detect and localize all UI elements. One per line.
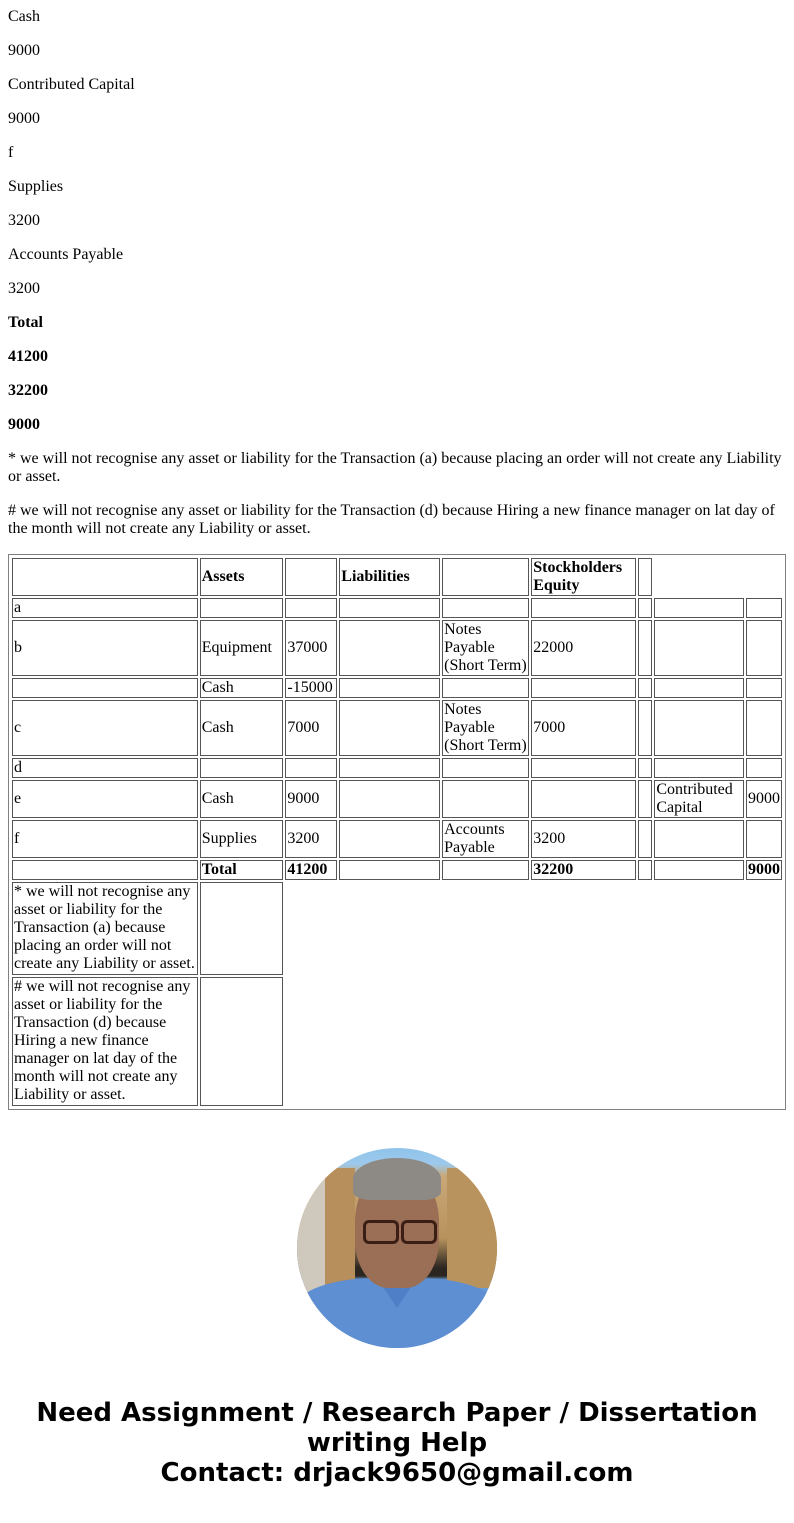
equity-amount (746, 700, 782, 756)
total-equity-account (654, 860, 744, 880)
gap-cell (638, 598, 653, 618)
liability-amount: 7000 (531, 700, 636, 756)
liability-amount: 3200 (531, 820, 636, 858)
total-liability-gap (339, 860, 440, 880)
text-line: Accounts Payable (8, 246, 124, 263)
header-empty-space (654, 558, 782, 596)
gap-cell (638, 678, 653, 698)
total-label (12, 860, 198, 880)
note-a-spacer (285, 882, 782, 975)
table-row (12, 620, 782, 676)
equity-account: Contributed Capital (654, 780, 744, 818)
liability-gap (339, 620, 440, 676)
equity-amount: 9000 (746, 780, 782, 818)
header-blank (12, 558, 198, 596)
avatar (297, 1148, 497, 1348)
equity-amount (746, 598, 782, 618)
asset-account: Cash (200, 678, 284, 698)
asset-amount: 3200 (285, 820, 337, 858)
note-row-d (12, 977, 782, 1106)
note-a-empty-cell (200, 882, 284, 975)
row-label: b (12, 620, 198, 676)
equity-amount (746, 620, 782, 676)
text-line: 3200 (8, 212, 40, 229)
equity-account (654, 758, 744, 778)
gap-cell (638, 820, 653, 858)
text-line-total-assets: 41200 (8, 348, 48, 365)
accounting-equation-table (10, 556, 784, 1108)
header-gap (638, 558, 653, 596)
equity-amount (746, 820, 782, 858)
equity-account (654, 678, 744, 698)
accounting-equation-table-wrapper (8, 554, 786, 1110)
row-label: f (12, 820, 198, 858)
contact-banner (0, 1398, 794, 1488)
liability-amount (531, 758, 636, 778)
liability-amount (531, 780, 636, 818)
table-header-row (12, 558, 782, 596)
header-assets: Assets (200, 558, 284, 596)
text-line: Supplies (8, 178, 64, 195)
liability-gap (339, 780, 440, 818)
total-assets-label: Total (200, 860, 284, 880)
liability-account (442, 758, 529, 778)
liability-account (442, 598, 529, 618)
total-equity-amount: 9000 (746, 860, 782, 880)
row-label: e (12, 780, 198, 818)
table-row (12, 820, 782, 858)
total-assets-amount: 41200 (285, 860, 337, 880)
gap-cell (638, 700, 653, 756)
total-liabilities-amount: 32200 (531, 860, 636, 880)
asset-account: Cash (200, 700, 284, 756)
asset-amount: 37000 (285, 620, 337, 676)
table-row (12, 700, 782, 756)
gap-cell (638, 758, 653, 778)
asset-account (200, 758, 284, 778)
asset-amount: 7000 (285, 700, 337, 756)
header-assets-amount (285, 558, 337, 596)
liability-account: Accounts Payable (442, 820, 529, 858)
liability-amount: 22000 (531, 620, 636, 676)
table-row (12, 598, 782, 618)
note-d-spacer (285, 977, 782, 1106)
header-liabilities: Liabilities (339, 558, 440, 596)
text-line: 3200 (8, 280, 40, 297)
liability-gap (339, 820, 440, 858)
equity-account (654, 620, 744, 676)
row-label: c (12, 700, 198, 756)
cta-headline: Need Assignment / Research Paper / Dissertation writing Help (36, 1398, 758, 1458)
note-transaction-a: * we will not recognise any asset or liability for the Transaction (a) because placing an order will not create any Liability or asset. (8, 450, 782, 485)
equity-amount (746, 678, 782, 698)
glasses-icon (363, 1220, 399, 1244)
row-label: a (12, 598, 198, 618)
row-label (12, 678, 198, 698)
header-stockholders-equity: Stockholders Equity (531, 558, 636, 596)
cta-contact-email: Contact: drjack9650@gmail.com (160, 1458, 634, 1488)
asset-account: Cash (200, 780, 284, 818)
note-d-empty-cell (200, 977, 284, 1106)
note-row-a (12, 882, 782, 975)
liability-account (442, 678, 529, 698)
note-d-cell: # we will not recognise any asset or liability for the Transaction (d) because Hiring a new finance manager on lat day of the month will not create any Liability or asset. (12, 977, 198, 1106)
liability-gap (339, 758, 440, 778)
text-line-total-liabilities: 32200 (8, 382, 48, 399)
liability-gap (339, 700, 440, 756)
liability-account (442, 780, 529, 818)
table-row (12, 758, 782, 778)
row-label: d (12, 758, 198, 778)
text-line: 9000 (8, 42, 40, 59)
liability-gap (339, 678, 440, 698)
text-line: f (8, 144, 14, 161)
note-transaction-d: # we will not recognise any asset or liability for the Transaction (d) because Hiring a new finance manager on lat day of the month will not create any Liability or asset. (8, 502, 775, 537)
author-photo-container (0, 1148, 794, 1348)
equity-account (654, 700, 744, 756)
equity-account (654, 598, 744, 618)
gap-cell (638, 620, 653, 676)
text-line: 9000 (8, 110, 40, 127)
document-body (0, 8, 794, 1110)
liability-amount (531, 678, 636, 698)
table-row (12, 780, 782, 818)
asset-account: Supplies (200, 820, 284, 858)
liability-account: Notes Payable (Short Term) (442, 700, 529, 756)
asset-amount: -15000 (285, 678, 337, 698)
asset-account (200, 598, 284, 618)
gap-cell (638, 780, 653, 818)
text-line-total: Total (8, 314, 43, 331)
header-liabilities-account (442, 558, 529, 596)
total-liability-account (442, 860, 529, 880)
gap-cell (638, 860, 653, 880)
text-line: Contributed Capital (8, 76, 135, 93)
liability-amount (531, 598, 636, 618)
text-line: Cash (8, 8, 40, 25)
note-a-cell: * we will not recognise any asset or liability for the Transaction (a) because placing an order will not create any Liability or asset. (12, 882, 198, 975)
equity-amount (746, 758, 782, 778)
equity-account (654, 820, 744, 858)
text-line-total-equity: 9000 (8, 416, 40, 433)
asset-account: Equipment (200, 620, 284, 676)
asset-amount: 9000 (285, 780, 337, 818)
table-row (12, 678, 782, 698)
liability-account: Notes Payable (Short Term) (442, 620, 529, 676)
table-total-row (12, 860, 782, 880)
liability-gap (339, 598, 440, 618)
asset-amount (285, 758, 337, 778)
asset-amount (285, 598, 337, 618)
